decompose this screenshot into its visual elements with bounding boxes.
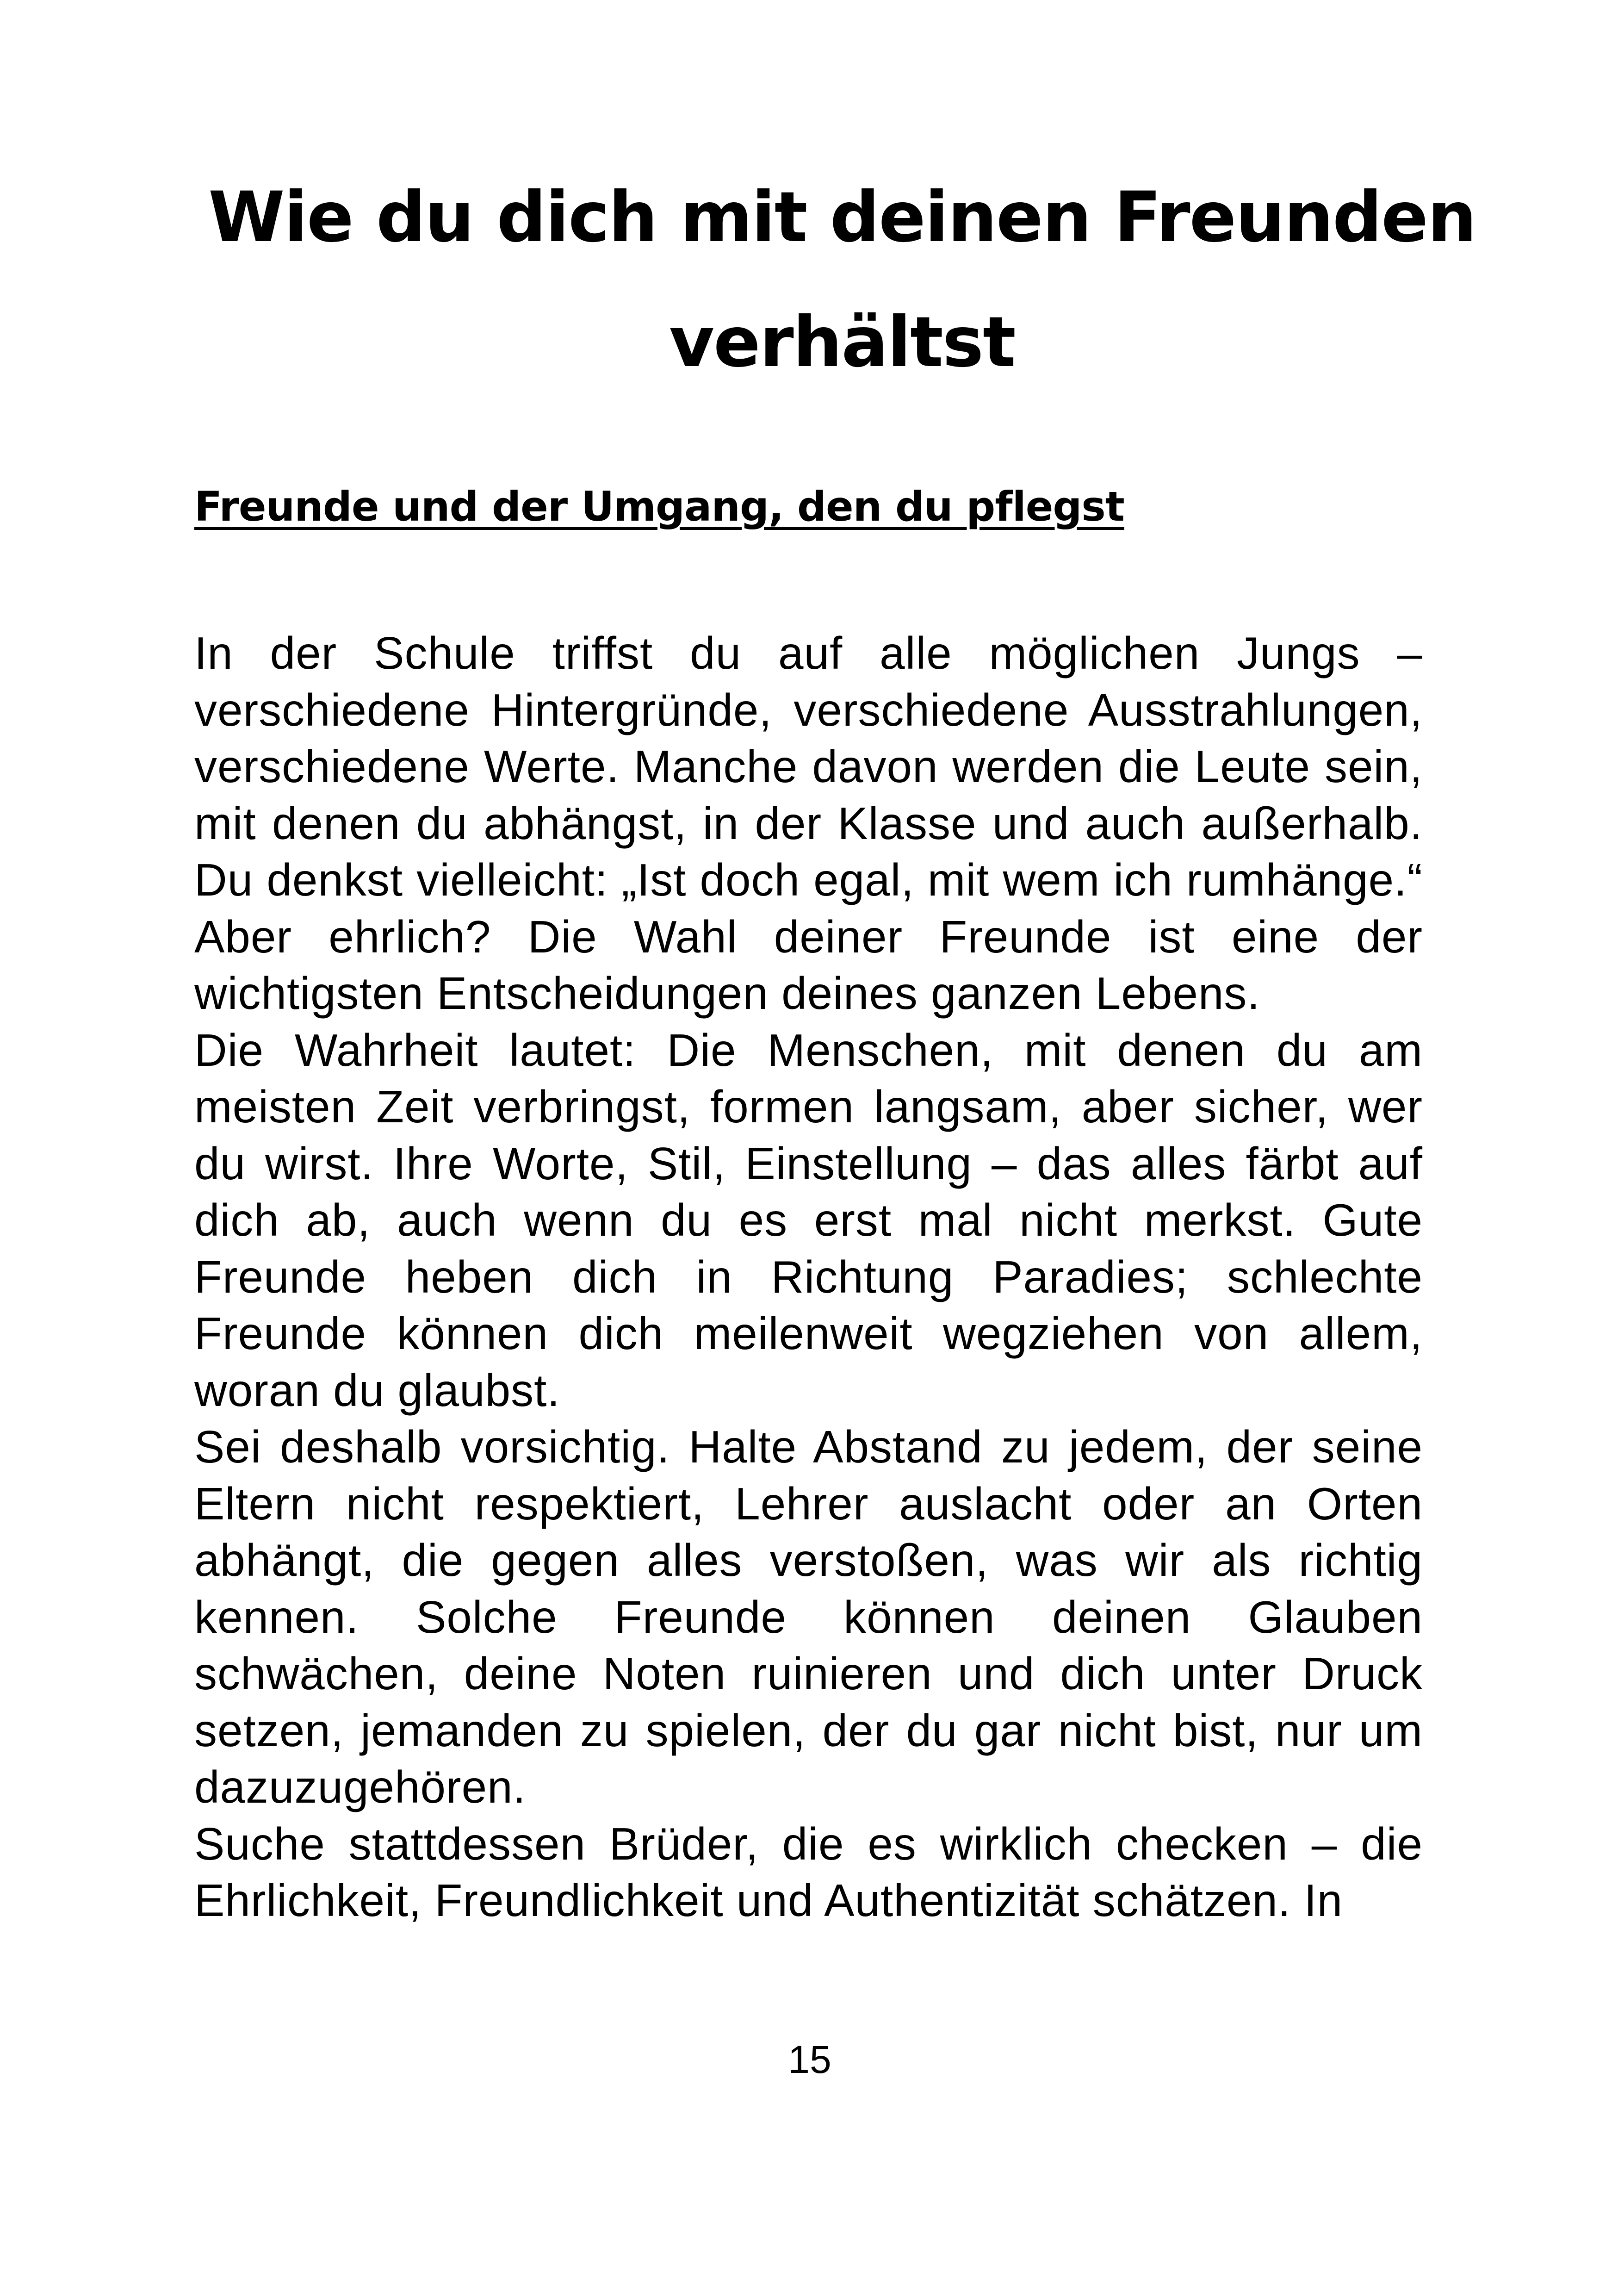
page-number: 15 xyxy=(788,2038,831,2081)
body-text xyxy=(194,625,1423,1929)
section-heading: Freunde und der Umgang, den du pflegst xyxy=(194,483,1124,530)
paragraph-4: Suche stattdessen Brüder, die es wirklich checken – die Ehrlichkeit, Freundlichkeit und Authentizität schätzen. In xyxy=(194,1818,1423,1926)
paragraph-2: Die Wahrheit lautet: Die Menschen, mit denen du am meisten Zeit verbringst, formen langsam, aber sicher, wer du wirst. Ihre Worte, Stil, Einstellung – das alles färbt auf dich ab, auch wenn du es erst mal nicht merkst. Gute Freunde heben dich in Richtung Paradies; schlechte Freunde können dich meilenweit wegziehen von allem, woran du glaubst. xyxy=(194,1024,1423,1416)
paragraph-1: In der Schule triffst du auf alle möglichen Jungs – verschiedene Hintergründe, verschiedene Ausstrahlungen, verschiedene Werte. Manche davon werden die Leute sein, mit denen du abhängst, in der Klasse und auch außerhalb. Du denkst vielleicht: „Ist doch egal, mit wem ich rumhänge.“ Aber ehrlich? Die Wahl deiner Freunde ist eine der wichtigsten Entscheidungen deines ganzen Lebens. xyxy=(194,628,1423,1019)
chapter-title: Wie du dich mit deinen Freunden verhältst xyxy=(208,177,1476,383)
paragraph-3: Sei deshalb vorsichtig. Halte Abstand zu jedem, der seine Eltern nicht respektiert, Lehrer auslacht oder an Orten abhängt, die gegen alles verstoßen, was wir als richtig kennen. Solche Freunde können deinen Glauben schwächen, deine Noten ruinieren und dich unter Druck setzen, jemanden zu spielen, der du gar nicht bist, nur um dazuzugehören. xyxy=(194,1421,1423,1812)
